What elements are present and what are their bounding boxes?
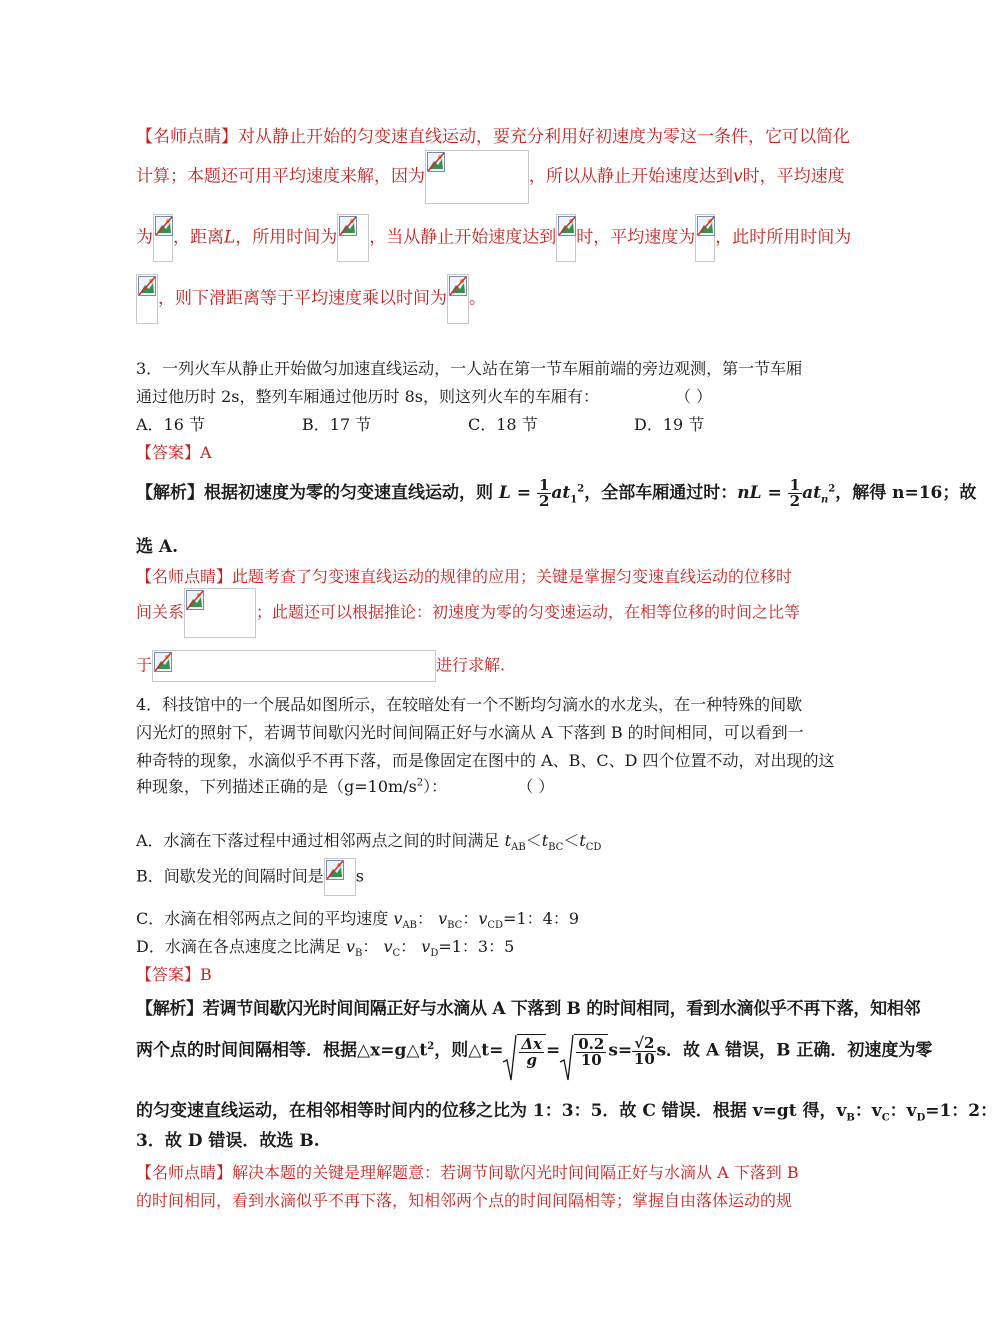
- sqrt-expression: $\frac{\Delta x}{g}$: [503, 1034, 546, 1068]
- broken-image-icon: [136, 274, 158, 324]
- p1-line3: 为 ，距离L，所用时间为 ，当从静止开始速度达到 时，平均速度为 ，此时所用时间为: [136, 214, 851, 262]
- sqrt-expression: $\frac{0.2}{10}$: [560, 1034, 608, 1068]
- q4-line3: 种奇特的现象，水滴似乎不再下落，而是像固定在图中的 A、B、C、D 四个位置不动，对出现的这: [136, 751, 835, 770]
- option-a: A．16 节: [136, 415, 206, 434]
- broken-image-icon: [337, 214, 369, 262]
- broken-image-icon: [152, 650, 436, 682]
- option-c: C．18 节: [468, 415, 538, 434]
- q3-line1: 3．一列火车从静止开始做匀加速直线运动，一人站在第一节车厢前端的旁边观测，第一节车厢: [136, 359, 803, 378]
- option-b: B．17 节: [302, 415, 372, 434]
- q3-options: [136, 412, 800, 435]
- q4-analysis-line4: 3．故 D 错误．故选 B.: [136, 1131, 320, 1151]
- q4-option-b: B．间歇发光的间隔时间是 s: [136, 858, 364, 896]
- q3-tip-line3: 于 进行求解.: [136, 650, 505, 682]
- q4-option-c: C．水滴在相邻两点之间的平均速度 $v_{AB}$： $v_{BC}$：$v_{CD}=1$：4：9: [136, 909, 579, 932]
- q4-option-a: A．水滴在下落过程中通过相邻两点之间的时间满足 $t_{AB}<t_{BC}<t_{CD}$: [136, 831, 602, 854]
- broken-image-icon: [556, 214, 576, 262]
- broken-image-icon: [324, 858, 356, 896]
- q4-analysis-line2: 两个点的时间间隔相等．根据$\triangle x=g\triangle t^2$，则△t= $\frac{\Delta x}{g}$ = $\frac{0.2}{10}$ s= $\frac{√2}{10}$ s．故 A 错误，B 正确．初速度为零: [136, 1034, 932, 1068]
- p1-line2: 计算；本题还可用平均速度来解，因为 ，所以从静止开始速度达到v时，平均速度: [136, 150, 845, 204]
- q4-tip-line2: 的时间相同，看到水滴似乎不再下落，知相邻两个点的时间间隔相等；掌握自由落体运动的规: [136, 1191, 793, 1210]
- q3-tip-line1: 【名师点睛】此题考查了匀变速直线运动的规律的应用；关键是掌握匀变速直线运动的位移时: [136, 567, 793, 586]
- q4-line4: 种现象，下列描述正确的是$(g=10m/s^2)$： （ ）: [136, 777, 555, 796]
- p1-line4: ，则下滑距离等于平均速度乘以时间为 。: [136, 274, 486, 324]
- p1-line1: 【名师点睛】对从静止开始的匀变速直线运动，要充分利用好初速度为零这一条件，它可以简化: [136, 127, 850, 147]
- q3-analysis-line2: 选 A.: [136, 537, 179, 557]
- option-d: D．19 节: [634, 415, 705, 434]
- broken-image-icon: [153, 214, 173, 262]
- broken-image-icon: [447, 274, 469, 324]
- q4-line2: 闪光灯的照射下，若调节间歇闪光时间间隔正好与水滴从 A 下落到 B 的时间相同，可以看到一: [136, 723, 804, 742]
- q4-line1: 4．科技馆中的一个展品如图所示，在较暗处有一个不断均匀滴水的水龙头，在一种特殊的间歇: [136, 695, 803, 714]
- q4-option-d: D．水滴在各点速度之比满足 $v_B$： $v_C$： $v_D=1$：3：5: [136, 937, 515, 960]
- q4-analysis-line3: 的匀变速直线运动，在相邻相等时间内的位移之比为 1：3：5．故 C 错误．根据 v=gt 得，$v_B$：$v_C$：$v_D=1$：2：: [136, 1101, 997, 1124]
- q4-answer: 【答案】B: [136, 965, 212, 984]
- broken-image-icon: [695, 214, 715, 262]
- q4-tip-line1: 【名师点睛】解决本题的关键是理解题意：若调节间歇闪光时间间隔正好与水滴从 A 下落到 B: [136, 1163, 799, 1182]
- q4-analysis-line1: 【解析】若调节间歇闪光时间间隔正好与水滴从 A 下落到 B 的时间相同，看到水滴似乎不再下落，知相邻: [136, 999, 921, 1019]
- q3-line2: 通过他历时 2s，整列车厢通过他历时 8s，则这列火车的车厢有： （ ）: [136, 387, 713, 406]
- broken-image-icon: [425, 150, 529, 204]
- q3-analysis-line1: 【解析】根据初速度为零的匀变速直线运动，则 L = $\frac{1}{2}$ $at_1^2$，全部车厢通过时：nL = $\frac{1}{2}$ $at_n^2$，解得 n=16；故: [136, 476, 977, 510]
- q3-tip-line2: 间关系 ；此题还可以根据推论：初速度为零的匀变速运动，在相等位移的时间之比等: [136, 588, 800, 638]
- q3-answer: 【答案】A: [136, 443, 212, 462]
- broken-image-icon: [184, 588, 256, 638]
